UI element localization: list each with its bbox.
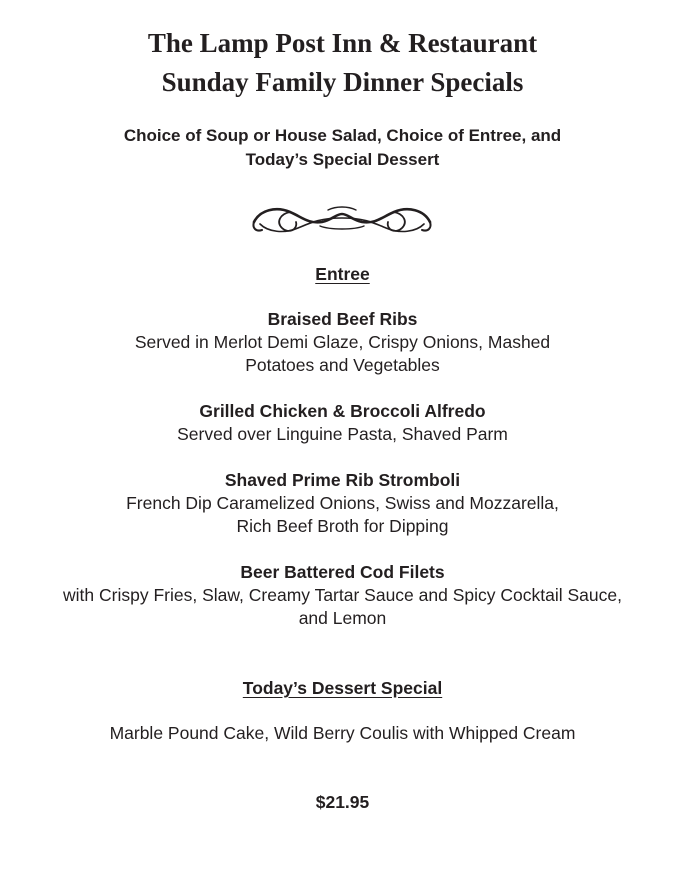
dish-description: Potatoes and Vegetables	[245, 355, 440, 375]
menu-title: Sunday Family Dinner Specials	[161, 67, 524, 97]
dish-description: Served in Merlot Demi Glaze, Crispy Onions, Mashed	[134, 332, 551, 352]
dish-description: French Dip Caramelized Onions, Swiss and Mozzarella,	[126, 493, 559, 513]
dish-description: Served over Linguine Pasta, Shaved Parm	[177, 424, 508, 444]
intro-line-1: Choice of Soup or House Salad, Choice of Entree, and	[123, 126, 562, 145]
menu-intro	[0, 124, 685, 172]
dessert-description: Marble Pound Cake, Wild Berry Coulis with Whipped Cream	[109, 723, 576, 743]
dish-description: Rich Beef Broth for Dipping	[236, 516, 449, 536]
dish-item	[0, 469, 685, 538]
dish-name: Shaved Prime Rib Stromboli	[224, 470, 461, 490]
scroll-flourish-icon	[250, 200, 434, 240]
dish-name: Grilled Chicken & Broccoli Alfredo	[199, 401, 486, 421]
menu-price: $21.95	[315, 792, 370, 812]
dish-item	[0, 400, 685, 446]
dish-name: Beer Battered Cod Filets	[240, 562, 445, 582]
dish-item	[0, 561, 685, 630]
dish-description: and Lemon	[298, 608, 387, 628]
dish-description: with Crispy Fries, Slaw, Creamy Tartar Sauce and Spicy Cocktail Sauce,	[63, 585, 622, 605]
dessert-heading: Today’s Dessert Special	[242, 678, 443, 698]
intro-line-2: Today’s Special Dessert	[245, 150, 440, 169]
dish-name: Braised Beef Ribs	[267, 309, 418, 329]
restaurant-title: The Lamp Post Inn & Restaurant	[147, 28, 538, 58]
entree-heading: Entree	[315, 264, 370, 284]
dish-item	[0, 308, 685, 377]
